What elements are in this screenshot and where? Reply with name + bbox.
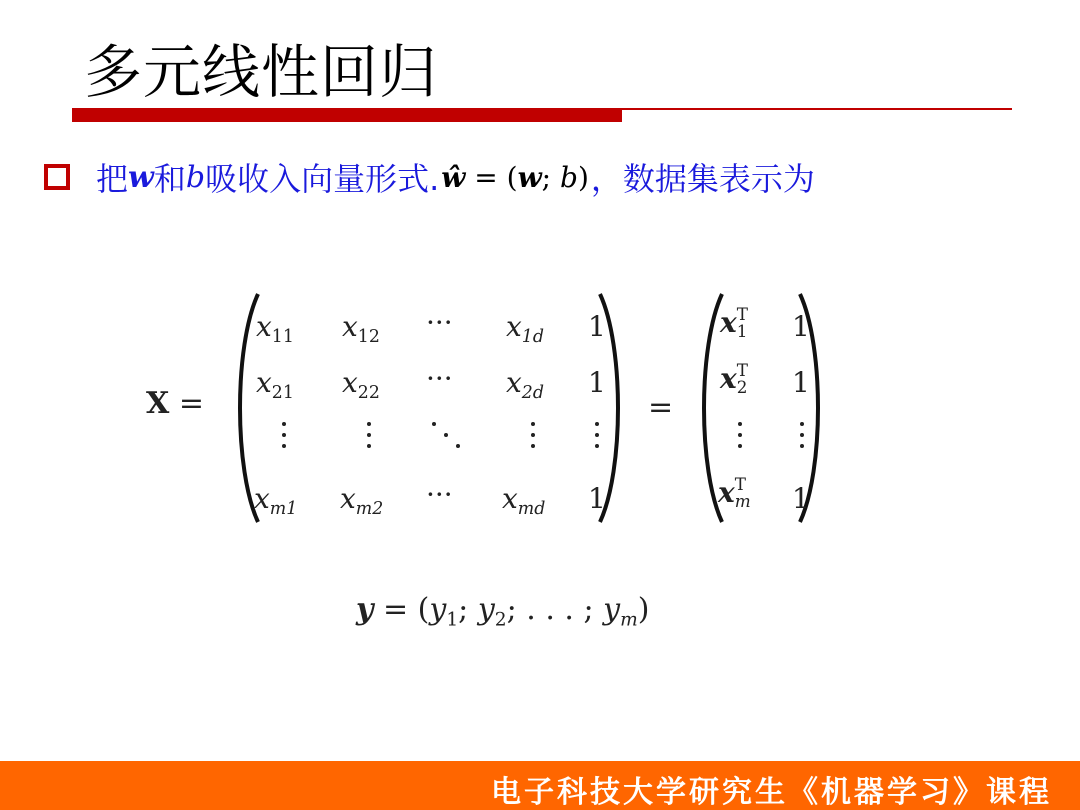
vdots-icon xyxy=(367,422,371,450)
matrix-cell-one-4: 1 xyxy=(588,482,606,515)
vdots-icon xyxy=(800,422,804,450)
bullet-point xyxy=(44,150,815,204)
matrix-cell-one-2: 1 xyxy=(588,366,606,399)
bullet-symbol-w: w xyxy=(128,159,154,195)
matrix-cell-xm2: $x_{m2}$ xyxy=(340,482,384,520)
slide-title: 多元线性回归 xyxy=(84,38,439,106)
matrix-cell-xm-transpose: x T m xyxy=(718,474,751,511)
matrix-cell-cdots-4: ··· xyxy=(426,478,453,511)
matrix-cell-x2-transpose: x T 2 xyxy=(720,360,748,397)
bullet-symbol-b: b xyxy=(185,159,206,195)
bullet-text-3: 吸收入向量形式. xyxy=(205,160,440,198)
bullet-text-4: ，数据集表示为 xyxy=(590,160,815,198)
square-bullet-icon xyxy=(44,164,70,190)
y-vector-equation: $y = (y_1$; $y_2$; . . . ; $y_m$) xyxy=(356,592,650,631)
ddots-icon xyxy=(432,422,462,450)
vdots-icon xyxy=(531,422,535,450)
matrix-equals-sign: = xyxy=(648,390,674,425)
matrix-cell-one-1: 1 xyxy=(588,310,606,343)
footer-bar xyxy=(0,761,1080,810)
matrix-cell-x12: $x_{12}$ xyxy=(342,310,380,348)
matrix-cell-cdots-1: ··· xyxy=(426,306,453,339)
matrix-cell-xm1: $x_{m1}$ xyxy=(254,482,298,520)
bullet-text-1: 把 xyxy=(96,160,129,198)
bullet-text-2: 和 xyxy=(153,160,186,198)
matrix-cell-x21: $x_{21}$ xyxy=(256,366,294,404)
vdots-icon xyxy=(282,422,286,450)
matrix-cell-one-r4: 1 xyxy=(792,482,810,515)
footer-course-title: 电子科技大学研究生《机器学习》课程 xyxy=(491,775,1052,810)
vdots-icon xyxy=(738,422,742,450)
matrix-cell-x1-transpose: x T 1 xyxy=(720,304,748,341)
matrix-cell-one-r2: 1 xyxy=(792,366,810,399)
matrix-cell-one-r1: 1 xyxy=(792,310,810,343)
matrix-cell-x1d: $x_{1d}$ xyxy=(506,310,544,348)
w-hat-formula: ŵ = (w; b) xyxy=(441,160,589,194)
matrix-cell-cdots-2: ··· xyxy=(426,362,453,395)
title-underline-accent xyxy=(72,110,622,122)
matrix-cell-x2d: $x_{2d}$ xyxy=(506,366,544,404)
matrix-cell-x22: $x_{22}$ xyxy=(342,366,380,404)
matrix-cell-xmd: $x_{md}$ xyxy=(502,482,546,520)
matrix-cell-x11: $x_{11}$ xyxy=(256,310,294,348)
vdots-icon xyxy=(595,422,599,450)
matrix-x-label: X = xyxy=(146,386,204,421)
